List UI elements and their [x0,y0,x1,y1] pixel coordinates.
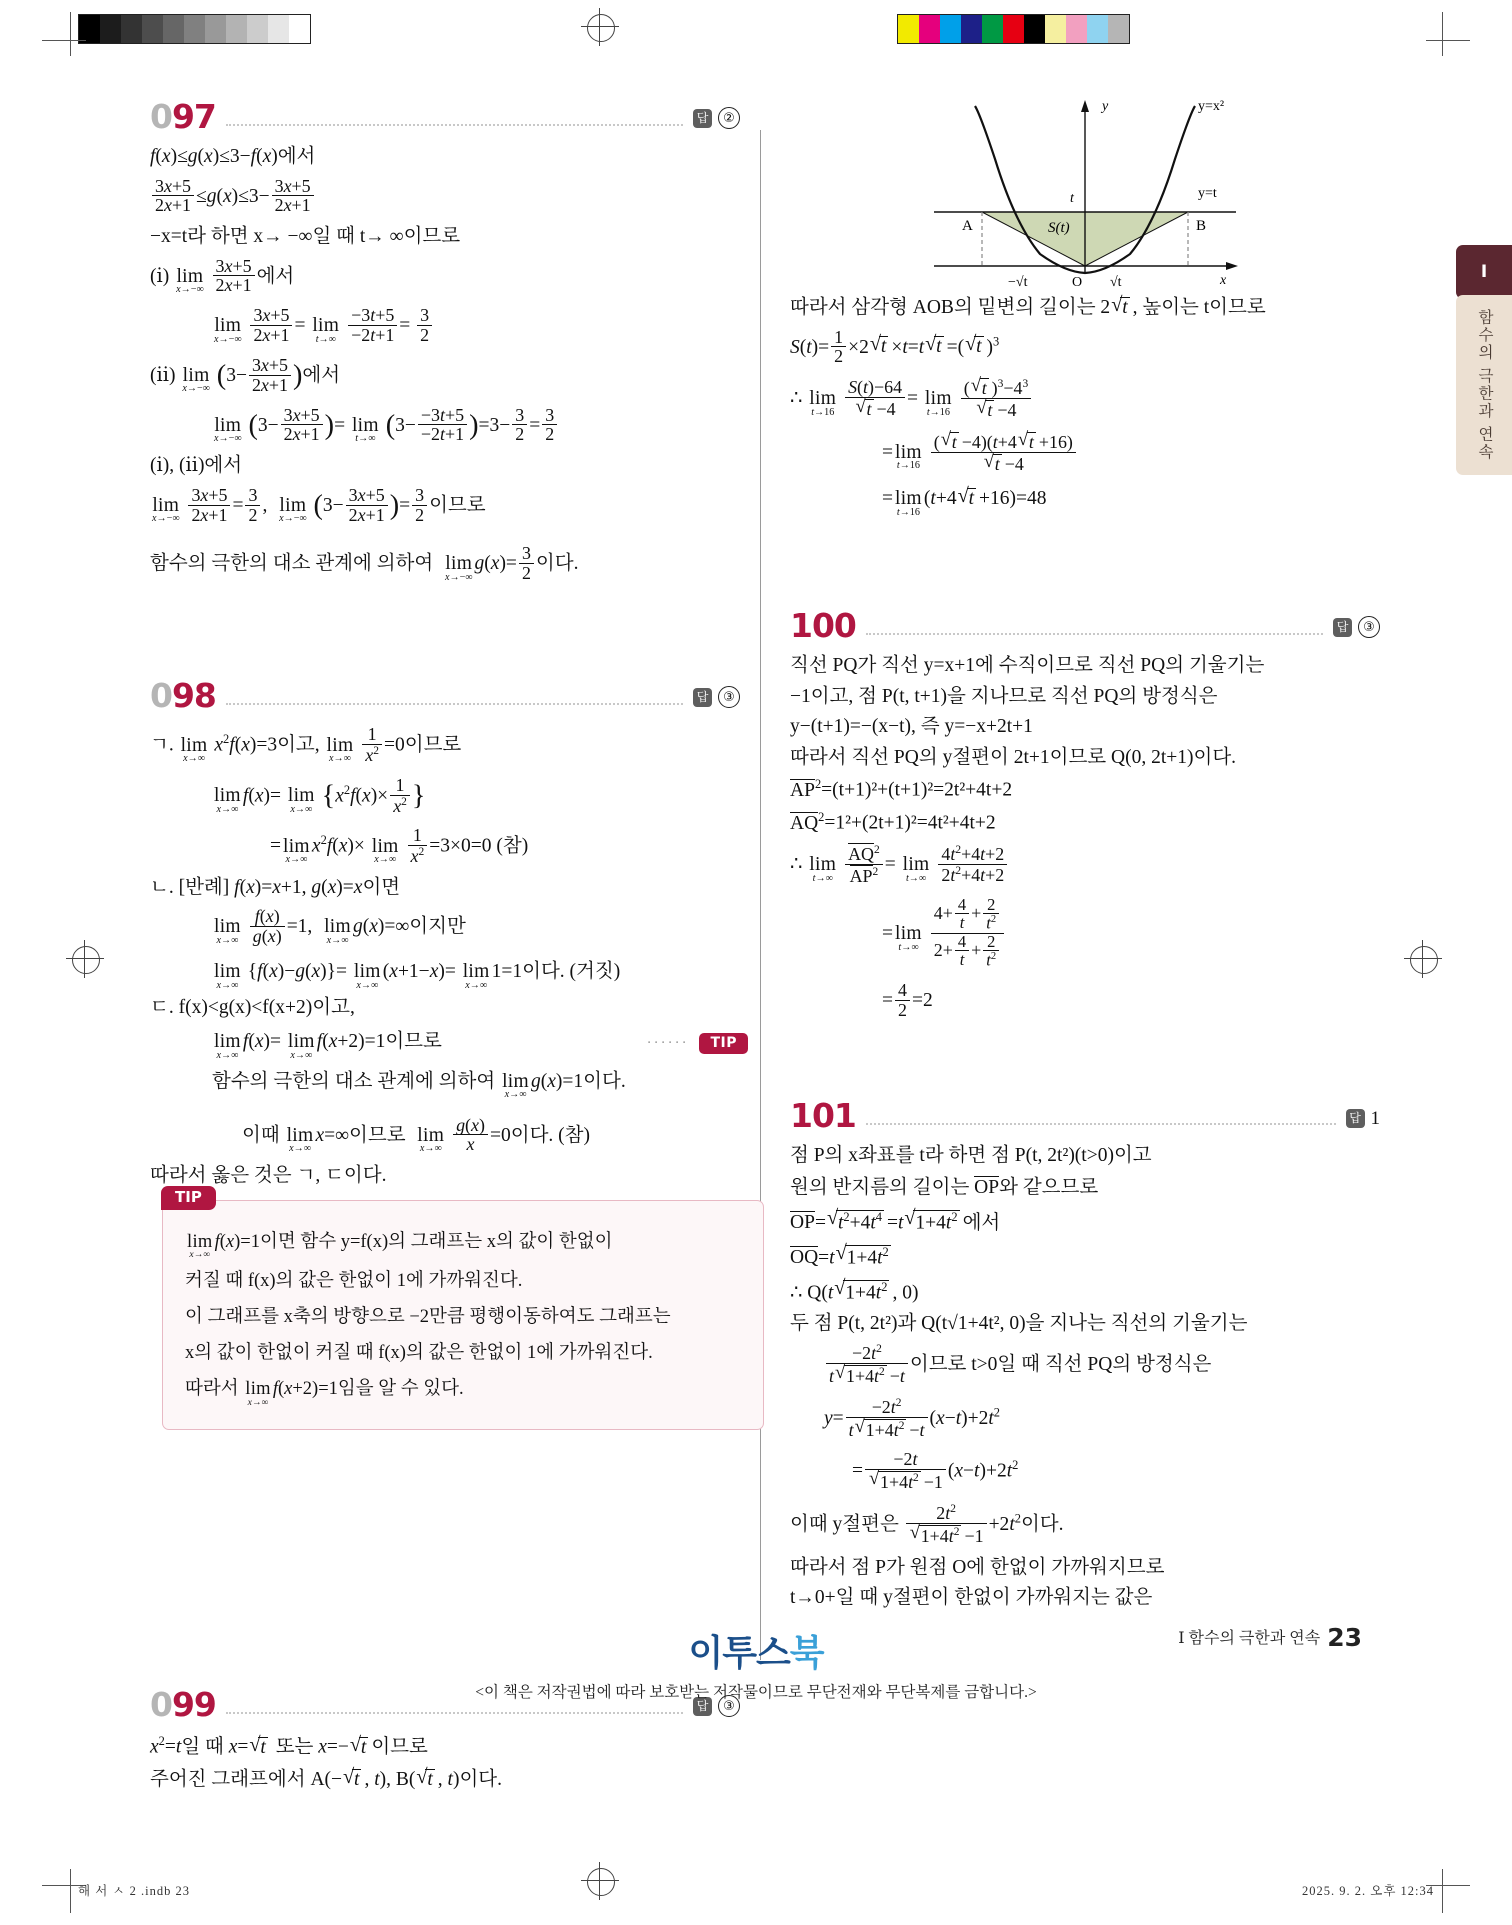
greyscale-swatch [205,15,226,43]
label-tick-right: √t [1110,275,1122,290]
solution-line: ∴ Q(t √ $1+4t^2$ , 0) [790,1279,1380,1303]
label-y-axis: y [1102,99,1109,114]
solution-line: (ⅰ), (ⅱ)에서 [150,455,243,477]
solution-line: $x^2=t$일 때 x= √ t 또는 x=− √ t 이므로 [150,1735,740,1757]
greyscale-swatch [247,15,268,43]
label-tick-left: −√t [1008,275,1028,290]
label-x-axis: x [1220,273,1227,288]
answer-097 [693,107,740,129]
solution-line: 이때 lim x→∞ x=∞이므로 lim x→∞ $\frac{g(x)}{x}$ =0이다. (참) [242,1114,590,1155]
answer-value: ② [718,107,740,129]
problem-number-097: 097 [150,97,216,136]
problem-number-100: 100 [790,606,856,646]
solution-line: OQ=t √ $1+4t^2$ [790,1244,1380,1268]
color-swatch [982,15,1003,43]
page-number: 23 [1327,1623,1362,1652]
figure-parabola-099 [920,94,1250,290]
problem-number-099: 099 [150,1685,216,1725]
label-curve: y=x² [1198,99,1225,114]
solution-line: −1이고, 점 P(t, t+1)을 지나므로 직선 PQ의 방정식은 [790,685,1218,707]
solution-line: 따라서 삼각형 AOB의 밑변의 길이는 2 √ t , 높이는 t이므로 [790,296,1380,318]
solution-line: $\frac{-2t^2}{t √ 1+4t^2 -t}$ 이므로 t>0일 때 직선 PQ의 방정식은 [790,1344,1380,1387]
solution-line: lim x→∞ f(x)= lim x→∞ {$x^2f(x)\times$ $\frac{1}{x^2}$ } [214,774,426,816]
tip-inline-badge: TIP [699,1033,748,1054]
label-point-B: B [1196,218,1207,234]
page-footer-number [1178,1620,1362,1652]
solution-line: lim x→∞ {f(x)−g(x)}= lim x→∞ (x+1−x)= lim x→∞ 1=1이다. (거짓) [214,960,621,991]
color-swatch [1024,15,1045,43]
solution-line: = lim t→16 ( √ t −4)(t+4 √ t +16) √ t −4 [790,432,1380,475]
column-divider [760,130,761,1660]
answer-098 [693,686,740,708]
solution-line: 직선 PQ가 직선 y=x+1에 수직이므로 직선 PQ의 기울기는 [790,655,1265,677]
tip-line: x의 값이 한없이 커질 때 f(x)의 값은 한없이 1에 가까워진다. [185,1343,653,1364]
solution-line: 원의 반지름의 길이는 OP와 같으므로 [790,1177,1099,1199]
tip-line: 커질 때 f(x)의 값은 한없이 1에 가까워진다. [185,1271,523,1292]
solution-098 [150,726,740,1186]
answer-value: ③ [1358,616,1380,638]
solution-line: (ⅰ) lim x→−∞ $\frac{3x+5}{2x+1}$ 에서 [150,255,295,296]
label-area-S-t: S(t) [1048,220,1070,236]
solution-line: = lim t→16 (t+4 √ t +16)=48 [790,485,1380,514]
solution-line: $AQ^2=1^2+(2t+1)^2=4t^2+4t+2$ [790,810,996,834]
answer-value: ③ [718,1695,740,1717]
left-column [150,97,740,1801]
solution-line: $\frac{3x+5}{2x+1}$ ≤g(x)≤3− $\frac{3x+5}{2x+1}$ [150,178,740,217]
print-timestamp: 2025. 9. 2. 오후 12:34 [1302,1884,1434,1898]
solution-line: = $\frac{4}{2}$ =2 [882,980,933,1020]
answer-badge-icon: 답 [693,688,712,707]
solution-line: lim x→−∞ $\frac{3x+5}{2x+1}$ = $\frac{3}{2}$ , lim x→−∞ (3− $\frac{3x+5}{2x+1}$ )= $\frac{3}{2}$ 이므로 [152,484,486,525]
label-point-A: A [962,218,973,234]
solution-line: (ⅱ) lim x→−∞ (3− $\frac{3x+5}{2x+1}$ )에서 [150,354,341,395]
answer-badge-icon: 답 [1346,1109,1365,1128]
dotted-rule [226,703,683,705]
solution-line: f(x)≤g(x)≤3−f(x)에서 [150,146,316,167]
copyright-notice: <이 책은 저작권법에 따라 보호받는 저작물이므로 무단전재와 무단복제를 금합니다.> [475,1684,1037,1701]
color-swatch [898,15,919,43]
x-axis-arrow [1226,262,1238,270]
chapter-title-text: 함수의 극한과 연속 [1476,309,1493,461]
color-swatch [1066,15,1087,43]
greyscale-swatch [226,15,247,43]
dotted-rule [866,1123,1336,1125]
solution-line: = −2t √ $1+4t^2 -1$ $(x-t)+2t^2$ [790,1451,1380,1493]
tip-line: 이 그래프를 x축의 방향으로 −2만큼 평행이동하여도 그래프는 [185,1307,671,1328]
solution-100 [790,656,1380,1021]
solution-line: −x=t라 하면 x→ −∞일 때 t→ ∞이므로 [150,226,461,248]
solution-line: ㄴ. [반례] f(x)=x+1, g(x)=x이면 [150,876,401,898]
color-swatch [1003,15,1024,43]
chapter-footer-text: Ⅰ 함수의 극한과 연속 [1178,1630,1321,1647]
greyscale-swatch [289,15,310,43]
segment-AP-label: AP [790,779,815,801]
answer-101 [1346,1109,1381,1128]
registration-mark-top [581,8,619,46]
solution-line: 따라서 옳은 것은 ㄱ, ㄷ이다. [150,1165,387,1187]
answer-badge-icon: 답 [693,109,712,128]
greyscale-swatch [268,15,289,43]
segment-AQ-label: AQ [790,812,819,834]
color-swatch [1087,15,1108,43]
solution-line: 함수의 극한의 대소 관계에 의하여 lim x→∞ g(x)=1이다. [212,1070,626,1101]
tip-box [162,1187,764,1431]
y-axis-arrow [1081,100,1089,112]
solution-line: 이때 y절편은 $2t^2$ √ $1+4t^2 -1$ $+2t^2$이다. [790,1504,1380,1547]
solution-line: ㄷ. f(x)<g(x)<f(x+2)이고, [150,996,355,1018]
answer-badge-icon: 답 [1333,618,1352,637]
tip-box-badge: TIP [161,1186,216,1210]
color-swatch [961,15,982,43]
answer-value: 1 [1370,1107,1380,1129]
solution-101 [790,1146,1380,1608]
greyscale-swatch [100,15,121,43]
tip-line: 따라서 lim x→∞ f(x+2)=1임을 알 수 있다. [185,1379,464,1408]
solution-line: 함수의 극한의 대소 관계에 의하여 lim x→−∞ g(x)= $\frac{3}{2}$ 이다. [150,543,579,584]
solution-line: lim x→−∞ $\frac{3x+5}{2x+1}$ = lim t→∞ $\frac{-3t+5}{-2t+1}$ = $\frac{3}{2}$ [150,307,740,346]
color-swatch [919,15,940,43]
greyscale-swatch [142,15,163,43]
color-swatch [940,15,961,43]
solution-line: = lim t→∞ 4+ $\frac{4}{t}$ + $\frac{2}{t^2}$ 2+ $\frac{4}{t}$ + $\frac{2}{t^2}$ [790,898,1380,971]
solution-line: ∴ lim t→∞ $\frac{AQ^2}{AP^2}$ = lim t→∞ $\frac{4t^2+4t+2}{2t^2+4t+2}$ [790,844,1380,887]
label-t: t [1070,191,1074,206]
solution-line: ㄱ. lim x→∞ $x^2f(x)=3$이고, lim x→∞ $\frac{1}{x^2}$ =0이므로 [150,724,462,765]
dotted-rule [866,633,1323,635]
label-origin: O [1072,275,1083,290]
dotted-rule [226,124,683,126]
solution-line: lim x→∞ f(x)= lim x→∞ f(x+2)=1이므로 ······ TIP [150,1028,740,1057]
crop-mark-top-right [1426,12,1470,56]
solution-line: y= $\frac{-2t^2}{t √ 1+4t^2 -t}$ $(x-t)+2t^2$ [790,1398,1380,1441]
solution-099-part2 [790,296,1380,518]
problem-header-100 [790,606,1380,646]
leader-dots: ······ [646,1035,689,1052]
solution-line: 주어진 그래프에서 A(− √ t , t), B( √ t , t)이다. [150,1768,740,1790]
dotted-rule [226,1712,683,1714]
problem-header-097 [150,97,740,136]
page-content [0,97,1512,1791]
greyscale-swatch [121,15,142,43]
solution-line: t→0+일 때 y절편이 한없이 가까워지는 값은 [790,1587,1153,1609]
problem-header-098 [150,676,740,716]
indesign-file-mark: 해 서 ㅅ 2 .indb 23 [78,1884,190,1898]
solution-line: ∴ lim t→16 S(t)−64 √ t −4 = lim t→16 ( √ t )$^3-4^3$ √ t −4 [790,378,1380,421]
answer-100 [1333,616,1380,638]
greyscale-calibration-bar [78,14,311,44]
logo-text: 이투스북 [688,1633,824,1674]
solution-line: 두 점 P(t, 2t²)과 Q(t√1+4t², 0)을 지나는 직선의 기울기는 [790,1312,1248,1334]
solution-line: OP= √ $t^2+4t^4 =t$ √ $1+4t^2$ 에서 [790,1209,1380,1233]
parabola-graph-svg [920,94,1250,290]
segment-OP-label: OP [974,1177,1000,1199]
tip-line: lim x→∞ f(x)=1이면 함수 y=f(x)의 그래프는 x의 값이 한없이 [187,1231,613,1261]
answer-value: ③ [718,686,740,708]
answer-badge-icon: 답 [693,1697,712,1716]
solution-097 [150,147,740,584]
greyscale-swatch [184,15,205,43]
right-column [790,100,1380,1619]
color-calibration-bar [897,14,1130,44]
problem-header-101 [790,1095,1380,1135]
solution-099-part1 [150,1735,740,1790]
greyscale-swatch [163,15,184,43]
problem-number-101: 101 [790,1095,856,1135]
label-line-y-t: y=t [1198,186,1217,201]
chapter-roman-badge: Ⅰ [1456,245,1512,299]
segment-OQ-label: OQ [790,1247,819,1269]
solution-line: = lim x→∞ $x^2f(x)\times$ lim x→∞ $\frac{1}{x^2}$ =3×0=0 (참) [270,825,529,867]
solution-line: $AP^2=(t+1)^2+(t+1)^2=2t^2+4t+2$ [790,777,1013,801]
color-swatch [1108,15,1129,43]
color-swatch [1045,15,1066,43]
solution-line: lim x→∞ $\frac{f(x)}{g(x)}$ =1, lim x→∞ g(x)=∞이지만 [214,906,466,947]
solution-line: 따라서 점 P가 원점 O에 한없이 가까워지므로 [790,1556,1165,1578]
solution-line: S(t)= $\frac{1}{2}$ ×2 √ t ×t=t √ t =( √ t )$^3$ [790,329,1380,368]
solution-line: 점 P의 x좌표를 t라 하면 점 P(t, 2t²)(t>0)이고 [790,1144,1152,1166]
solution-line: lim x→−∞ (3− $\frac{3x+5}{2x+1}$ )= lim t→∞ (3− $\frac{-3t+5}{-2t+1}$ )=3− $\frac{3}{2}$ = $\frac{3}{2}$ [150,407,740,446]
registration-mark-bottom [581,1862,619,1900]
crop-mark-top-left [42,12,86,56]
problem-number-098: 098 [150,676,216,716]
solution-line: y−(t+1)=−(x−t), 즉 y=−x+2t+1 [790,716,1033,738]
solution-line: 따라서 직선 PQ의 y절편이 2t+1이므로 Q(0, 2t+1)이다. [790,746,1237,768]
